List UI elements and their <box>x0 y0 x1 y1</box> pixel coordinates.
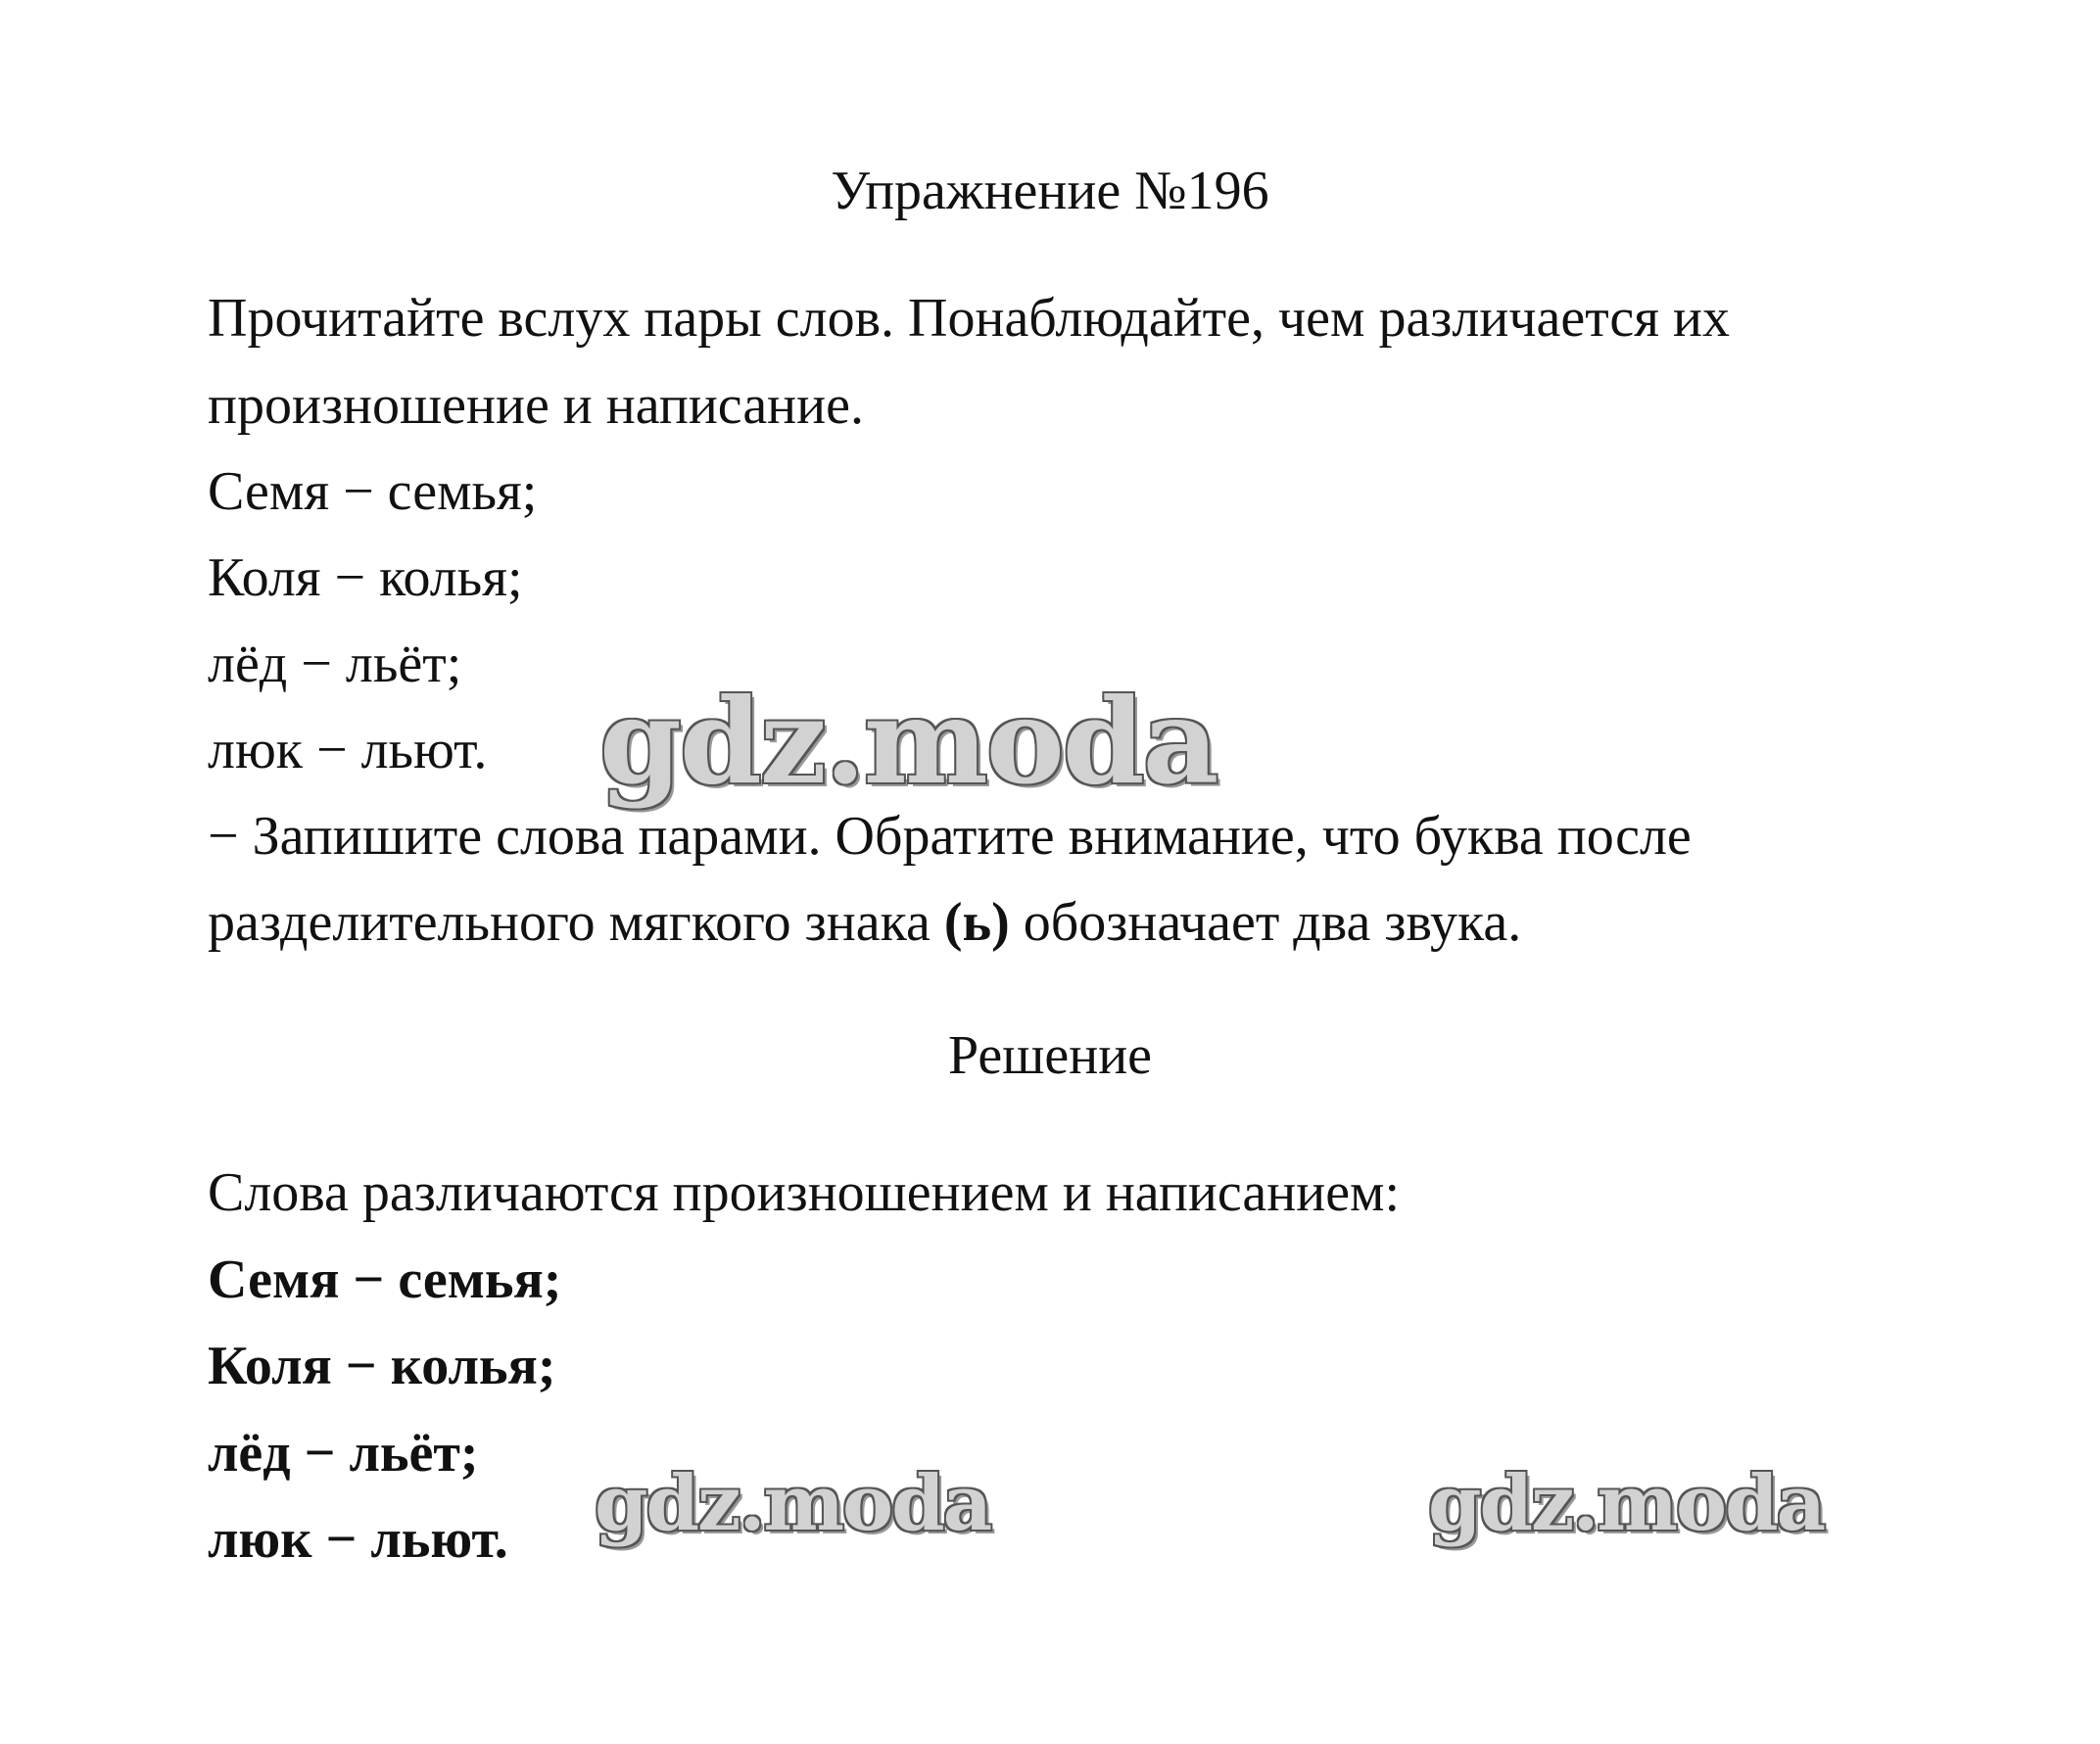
watermark: gdz.moda <box>1428 1459 1825 1548</box>
solution-heading: Решение <box>947 1025 1153 1086</box>
watermark: gdz.moda <box>595 1459 991 1548</box>
task-pair-1: Семя − семья; <box>208 461 538 522</box>
instruction-line-2 <box>208 891 1521 954</box>
exercise-title: Упражнение №196 <box>831 161 1269 221</box>
task-text-line-2: произношение и написание. <box>208 375 864 436</box>
solution-pair-1: Семя − семья; <box>208 1249 562 1310</box>
instruction-text-before: разделительного мягкого знака <box>208 892 944 953</box>
task-text-line-1: Прочитайте вслух пары слов. Понаблюдайте, чем различается их <box>208 288 1730 349</box>
solution-pair-4: люк − льют. <box>208 1509 508 1570</box>
task-pair-2: Коля − колья; <box>208 547 523 608</box>
soft-sign-marker: (ь) <box>943 892 1010 953</box>
solution-pair-3: лёд − льёт; <box>208 1423 479 1484</box>
task-pair-4: люк − льют. <box>208 720 488 780</box>
instruction-line-1: − Запишите слова парами. Обратите внимание, что буква после <box>208 806 1692 867</box>
watermark: gdz.moda <box>599 673 1217 811</box>
solution-pair-2: Коля − колья; <box>208 1336 556 1396</box>
instruction-text-after: обозначает два звука. <box>1009 892 1522 953</box>
task-pair-3: лёд − льёт; <box>208 634 462 694</box>
solution-intro: Слова различаются произношением и написанием: <box>208 1162 1401 1223</box>
